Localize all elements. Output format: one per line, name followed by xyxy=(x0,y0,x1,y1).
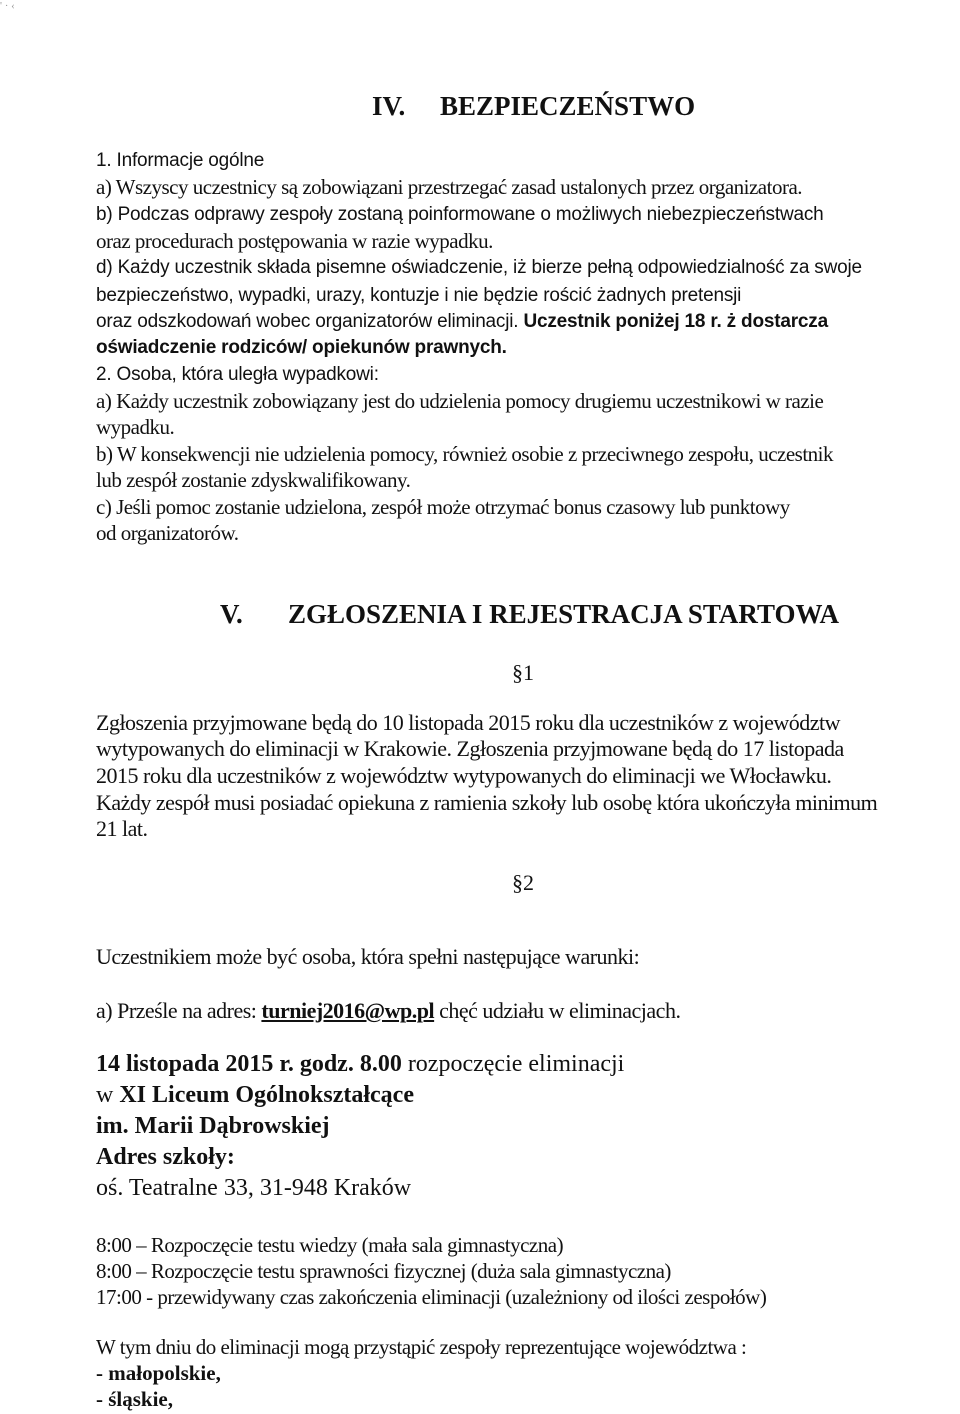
venue-patron: im. Marii Dąbrowskiej xyxy=(96,1113,330,1139)
line: c) Jeśli pomoc zostanie udzielona, zespół może otrzymać bonus czasowy lub punktowy xyxy=(96,495,790,519)
scan-artifact: ' · ‹ xyxy=(0,0,15,12)
line: oświadczenie rodziców/ opiekunów prawnych. xyxy=(96,337,507,358)
schedule-item: 8:00 – Rozpoczęcie testu sprawności fizycznej (duża sala gimnastyczna) xyxy=(96,1259,671,1283)
line: 2015 roku dla uczestników z województw wytypowanych do eliminacji we Włocławku. xyxy=(96,763,832,788)
section-5-number: V. xyxy=(220,599,243,629)
email-link[interactable]: turniej2016@wp.pl xyxy=(261,998,435,1023)
line: wytypowanych do eliminacji w Krakowie. Zgłoszenia przyjmowane będą do 17 listopada xyxy=(96,736,844,761)
venue-line xyxy=(96,1081,414,1109)
address: oś. Teatralne 33, 31-948 Kraków xyxy=(96,1175,412,1201)
line: 1. Informacje ogólne xyxy=(96,150,265,171)
line: a) Każdy uczestnik zobowiązany jest do udzielenia pomocy drugiemu uczestnikowi w razie xyxy=(96,389,824,413)
line xyxy=(96,309,828,335)
line-text: oraz odszkodowań wobec organizatorów eliminacji. xyxy=(96,311,519,332)
event-start-text: rozpoczęcie eliminacji xyxy=(407,1051,625,1077)
venue-prefix: w xyxy=(96,1082,114,1108)
region-item: - śląskie, xyxy=(96,1387,174,1411)
event-date: 14 listopada 2015 r. godz. 8.00 xyxy=(96,1051,402,1077)
region-item: - małopolskie, xyxy=(96,1361,221,1385)
section-4-heading xyxy=(372,90,695,122)
line: a) Wszyscy uczestnicy są zobowiązani przestrzegać zasad ustalonych przez organizatora. xyxy=(96,175,803,199)
section-4-number: IV. xyxy=(372,91,406,121)
schedule-item: 17:00 - przewidywany czas zakończenia eliminacji (uzależniony od ilości zespołów) xyxy=(96,1285,767,1309)
line: bezpieczeństwo, wypadki, urazy, kontuzje i nie będzie rościć żadnych pretensji xyxy=(96,285,742,306)
line: d) Każdy uczestnik składa pisemne oświadczenie, iż bierze pełną odpowiedzialność za swoje xyxy=(96,257,862,278)
conditions-intro: Uczestnikiem może być osoba, która spełni następujące warunki: xyxy=(96,944,640,969)
line: oraz procedurach postępowania w razie wypadku. xyxy=(96,229,493,253)
line: od organizatorów. xyxy=(96,521,239,545)
section-5-heading xyxy=(220,598,839,630)
line: 21 lat. xyxy=(96,816,148,841)
condition-a-suffix: chęć udziału w eliminacjach. xyxy=(439,998,681,1023)
line: wypadku. xyxy=(96,415,175,439)
regions-intro: W tym dniu do eliminacji mogą przystąpić zespoły reprezentujące województwa : xyxy=(96,1335,747,1359)
venue-name: XI Liceum Ogólnokształcące xyxy=(119,1082,414,1108)
line: Każdy zespół musi posiadać opiekuna z ramienia szkoły lub osobę która ukończyła minimum xyxy=(96,790,878,815)
address-label: Adres szkoły: xyxy=(96,1144,235,1170)
condition-a xyxy=(96,998,680,1024)
paragraph-mark-1: §1 xyxy=(512,660,534,685)
paragraph-mark-2: §2 xyxy=(512,870,534,895)
line: lub zespół zostanie zdyskwalifikowany. xyxy=(96,468,411,492)
condition-a-prefix: a) Prześle na adres: xyxy=(96,998,257,1023)
section-4-title: BEZPIECZEŃSTWO xyxy=(440,91,696,121)
line: 2. Osoba, która uległa wypadkowi: xyxy=(96,364,379,385)
schedule-item: 8:00 – Rozpoczęcie testu wiedzy (mała sala gimnastyczna) xyxy=(96,1233,564,1257)
line: Zgłoszenia przyjmowane będą do 10 listopada 2015 roku dla uczestników z województw xyxy=(96,710,841,735)
line: b) Podczas odprawy zespoły zostaną poinformowane o możliwych niebezpieczeństwach xyxy=(96,204,824,225)
line: b) W konsekwencji nie udzielenia pomocy, również osobie z przeciwnego zespołu, uczestnik xyxy=(96,442,834,466)
line-bold-text: Uczestnik poniżej 18 r. ż dostarcza xyxy=(523,311,828,332)
section-5-title: ZGŁOSZENIA I REJESTRACJA STARTOWA xyxy=(288,599,839,629)
event-date-line xyxy=(96,1050,624,1078)
